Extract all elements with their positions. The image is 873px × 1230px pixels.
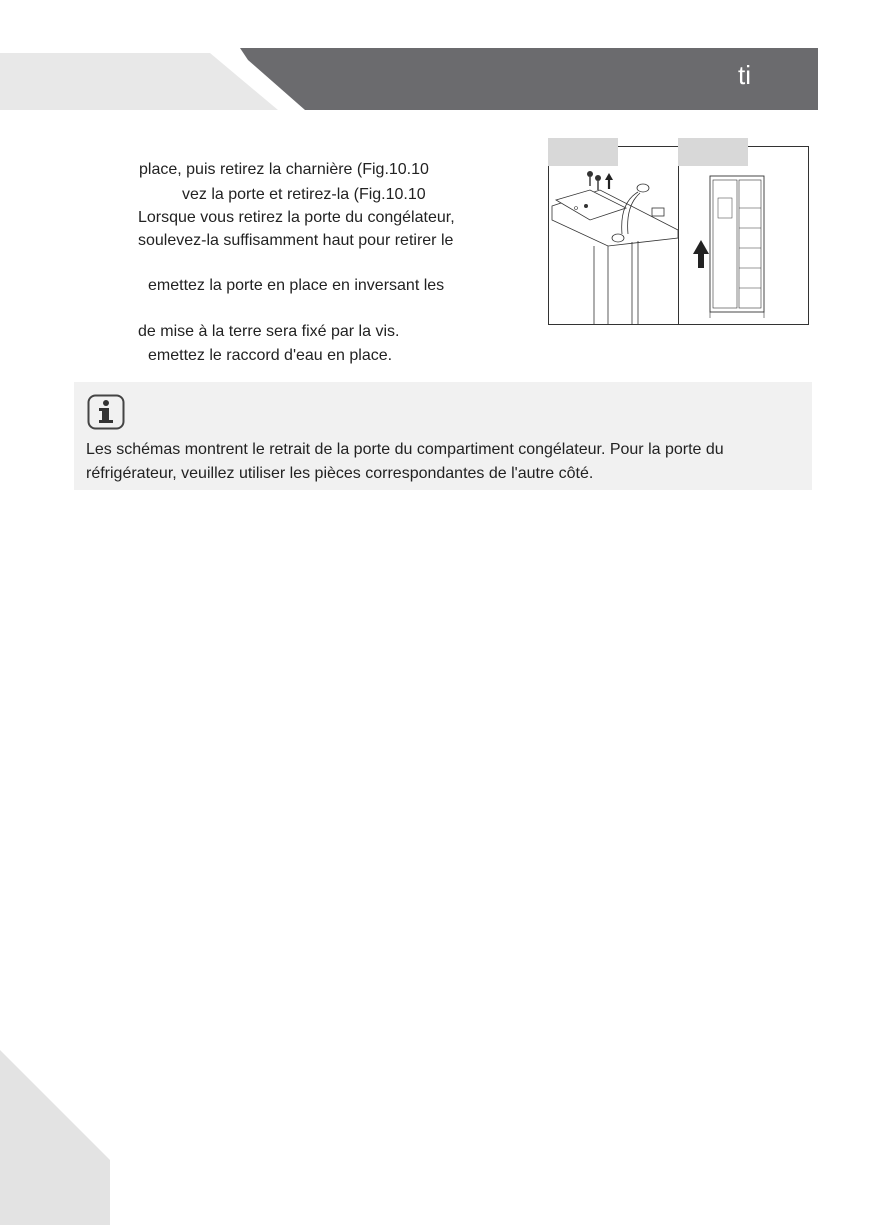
page-corner-decoration <box>0 1050 112 1230</box>
instruction-line: Lorsque vous retirez la porte du congélateur, <box>138 209 455 226</box>
instruction-line: emettez la porte en place en inversant les <box>148 277 445 294</box>
instruction-line: vez la porte et retirez-la (Fig.10.10 <box>182 186 426 203</box>
note-box <box>74 382 812 490</box>
note-text: Les schémas montrent le retrait de la porte du compartiment congélateur. Pour la porte du réfrigérateur, veuillez utiliser les pièces correspondantes de l'autre côté. <box>86 441 724 482</box>
section-title: ti <box>738 60 751 90</box>
figures <box>548 138 810 333</box>
page-header-band <box>0 48 818 110</box>
header-dark-tab <box>240 48 818 110</box>
instruction-line: emettez le raccord d'eau en place. <box>148 347 393 364</box>
figure-label-tab <box>678 138 748 166</box>
info-icon <box>87 394 125 435</box>
instruction-line: de mise à la terre sera fixé par la vis. <box>138 323 400 340</box>
instruction-line: soulevez-la suffisamment haut pour retirer le <box>138 232 454 249</box>
header-light-tab <box>0 53 278 110</box>
figure-hinge-removal <box>548 138 679 325</box>
instruction-line: place, puis retirez la charnière (Fig.10.10 <box>139 161 429 178</box>
figure-label-tab <box>548 138 618 166</box>
figure-door-lift <box>678 138 809 325</box>
